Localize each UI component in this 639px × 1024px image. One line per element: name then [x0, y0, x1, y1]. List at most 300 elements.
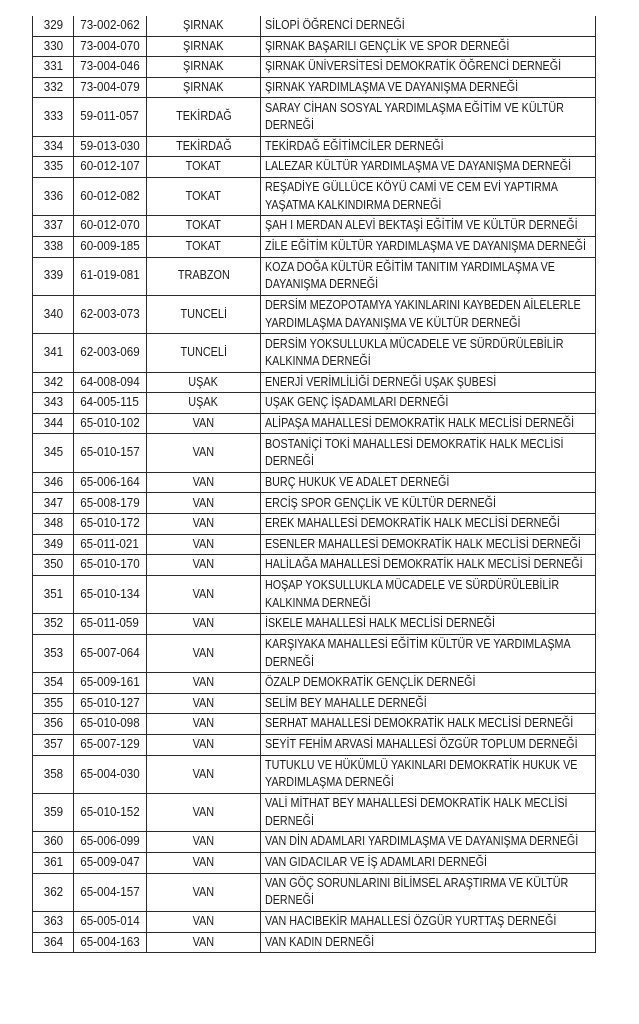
province-name: VAN: [192, 557, 215, 572]
province-name: TOKAT: [185, 238, 222, 253]
table-row: [32, 237, 596, 258]
registry-code-cell: [74, 874, 147, 911]
association-name: LALEZAR KÜLTÜR YARDIMLAŞMA VE DAYANIŞMA DERNEĞİ: [265, 159, 572, 174]
table-row: [32, 434, 596, 472]
registry-code: 60-012-107: [80, 159, 140, 174]
association-name-cell: [261, 137, 596, 157]
association-name-cell: [261, 555, 596, 575]
province-name: TOKAT: [185, 218, 222, 233]
table-row: [32, 576, 596, 614]
registry-code: 65-010-172: [80, 516, 140, 531]
registry-code: 61-019-081: [80, 268, 140, 283]
registry-code-cell: [74, 98, 147, 135]
row-number: 350: [43, 557, 63, 572]
association-name-cell: [261, 98, 596, 135]
table-row: [32, 137, 596, 158]
province-name: UŞAK: [188, 374, 219, 389]
province-name: VAN: [192, 766, 215, 781]
province-name: TUNCELİ: [180, 306, 227, 321]
table-row: [32, 912, 596, 933]
association-name-cell: [261, 493, 596, 513]
province-cell: [147, 258, 261, 295]
province-cell: [147, 57, 261, 77]
association-name: SEYİT FEHİM ARVASİ MAHALLESİ ÖZGÜR TOPLUM DERNEĞİ: [265, 737, 578, 752]
association-name-cell: [261, 535, 596, 555]
registry-code: 65-010-152: [80, 804, 140, 819]
association-name: TEKİRDAĞ EĞİTİMCİLER DERNEĞİ: [265, 138, 444, 153]
row-number-cell: [32, 57, 74, 77]
row-number-cell: [32, 535, 74, 555]
registry-code-cell: [74, 635, 147, 672]
association-name-cell: [261, 296, 596, 333]
province-cell: [147, 735, 261, 755]
province-cell: [147, 16, 261, 36]
province-cell: [147, 514, 261, 534]
table-row: [32, 157, 596, 178]
province-cell: [147, 393, 261, 413]
province-cell: [147, 555, 261, 575]
registry-code: 65-010-157: [80, 445, 140, 460]
row-number: 348: [43, 516, 63, 531]
association-name-cell: [261, 514, 596, 534]
association-name-cell: [261, 714, 596, 734]
registry-code-cell: [74, 57, 147, 77]
table-row: [32, 832, 596, 853]
province-name: VAN: [192, 737, 215, 752]
row-number-cell: [32, 216, 74, 236]
registry-code-cell: [74, 237, 147, 257]
registry-code: 65-009-161: [80, 675, 140, 690]
province-cell: [147, 216, 261, 236]
table-row: [32, 414, 596, 435]
registry-code: 73-004-079: [80, 79, 140, 94]
row-number-cell: [32, 832, 74, 852]
province-cell: [147, 614, 261, 634]
province-name: VAN: [192, 536, 215, 551]
association-name: DERSİM MEZOPOTAMYA YAKINLARINI KAYBEDEN AİLELERLE YARDIMLAŞMA DAYANIŞMA VE KÜLTÜR DERNEĞİ: [265, 298, 581, 330]
province-name: UŞAK: [188, 395, 219, 410]
association-name-cell: [261, 735, 596, 755]
association-name-cell: [261, 414, 596, 434]
association-name: ŞAH I MERDAN ALEVİ BEKTAŞİ EĞİTİM VE KÜLTÜR DERNEĞİ: [265, 218, 578, 233]
association-name: UŞAK GENÇ İŞADAMLARI DERNEĞİ: [265, 395, 449, 410]
registry-code: 59-011-057: [80, 109, 140, 124]
table-row: [32, 98, 596, 136]
row-number-cell: [32, 258, 74, 295]
registry-code-cell: [74, 334, 147, 371]
association-name: BOSTANİÇİ TOKİ MAHALLESİ DEMOKRATİK HALK MECLİSİ DERNEĞİ: [265, 436, 564, 469]
row-number: 351: [43, 586, 63, 601]
registry-code: 65-010-098: [80, 716, 140, 731]
table-row: [32, 756, 596, 794]
registry-code-cell: [74, 673, 147, 693]
province-name: VAN: [192, 495, 215, 510]
province-name: TUNCELİ: [180, 345, 227, 360]
row-number-cell: [32, 576, 74, 613]
row-number: 345: [43, 445, 63, 460]
province-cell: [147, 237, 261, 257]
table-row: [32, 514, 596, 535]
province-name: VAN: [192, 675, 215, 690]
association-name-cell: [261, 912, 596, 932]
province-name: VAN: [192, 834, 215, 849]
association-name: HOŞAP YOKSULLUKLA MÜCADELE VE SÜRDÜRÜLEBİLİR KALKINMA DERNEĞİ: [265, 578, 560, 610]
association-name: KARŞIYAKA MAHALLESİ EĞİTİM KÜLTÜR VE YARDIMLAŞMA DERNEĞİ: [265, 637, 571, 669]
row-number-cell: [32, 237, 74, 257]
table-row: [32, 493, 596, 514]
registry-code-cell: [74, 258, 147, 295]
province-name: VAN: [192, 914, 215, 928]
table-row: [32, 216, 596, 237]
row-number: 342: [43, 374, 63, 389]
association-name-cell: [261, 78, 596, 98]
association-name: EREK MAHALLESİ DEMOKRATİK HALK MECLİSİ DERNEĞİ: [265, 516, 560, 531]
row-number-cell: [32, 694, 74, 714]
row-number: 339: [43, 268, 63, 283]
province-name: TOKAT: [185, 188, 222, 203]
registry-code: 65-010-127: [80, 695, 140, 710]
table-row: [32, 694, 596, 715]
province-cell: [147, 576, 261, 613]
registry-code: 65-007-129: [80, 737, 140, 752]
registry-code: 64-008-094: [80, 374, 140, 389]
registry-code-cell: [74, 933, 147, 953]
association-name: ŞIRNAK YARDIMLAŞMA VE DAYANIŞMA DERNEĞİ: [265, 79, 519, 94]
row-number-cell: [32, 16, 74, 36]
row-number-cell: [32, 98, 74, 135]
province-cell: [147, 933, 261, 953]
association-name: SELİM BEY MAHALLE DERNEĞİ: [265, 695, 427, 710]
table-row: [32, 853, 596, 874]
row-number: 344: [43, 415, 63, 430]
association-name: SARAY CİHAN SOSYAL YARDIMLAŞMA EĞİTİM VE KÜLTÜR DERNEĞİ: [265, 100, 564, 133]
province-cell: [147, 714, 261, 734]
registry-code-cell: [74, 853, 147, 873]
province-cell: [147, 673, 261, 693]
registry-code-cell: [74, 832, 147, 852]
table-row: [32, 393, 596, 414]
association-name: DERSİM YOKSULLUKLA MÜCADELE VE SÜRDÜRÜLEBİLİR KALKINMA DERNEĞİ: [265, 336, 564, 368]
province-name: VAN: [192, 855, 215, 870]
row-number: 353: [43, 645, 63, 660]
row-number-cell: [32, 334, 74, 371]
association-name-cell: [261, 16, 596, 36]
province-cell: [147, 694, 261, 714]
registry-code-cell: [74, 216, 147, 236]
registry-code-cell: [74, 694, 147, 714]
table-row: [32, 874, 596, 912]
row-number: 362: [43, 884, 63, 899]
province-cell: [147, 434, 261, 471]
row-number: 347: [43, 495, 63, 510]
province-cell: [147, 912, 261, 932]
table-row: [32, 735, 596, 756]
association-name-cell: [261, 178, 596, 215]
row-number: 337: [43, 218, 63, 233]
registry-code-cell: [74, 535, 147, 555]
row-number: 333: [43, 109, 63, 124]
registry-code: 65-010-170: [80, 557, 140, 572]
registry-code-cell: [74, 78, 147, 98]
row-number: 335: [43, 159, 63, 174]
association-name: SİLOPİ ÖĞRENCİ DERNEĞİ: [265, 18, 405, 33]
registry-code-cell: [74, 912, 147, 932]
registry-code: 65-010-102: [80, 415, 140, 430]
table-row: [32, 334, 596, 372]
province-cell: [147, 493, 261, 513]
province-name: VAN: [192, 516, 215, 531]
row-number: 343: [43, 395, 63, 410]
row-number-cell: [32, 37, 74, 57]
association-name: ENERJİ VERİMLİLİĞİ DERNEĞİ UŞAK ŞUBESİ: [265, 374, 497, 389]
row-number-cell: [32, 794, 74, 831]
table-row: [32, 57, 596, 78]
row-number-cell: [32, 555, 74, 575]
row-number: 361: [43, 855, 63, 870]
province-name: VAN: [192, 474, 215, 489]
registry-code-cell: [74, 614, 147, 634]
association-name-cell: [261, 614, 596, 634]
table-row: [32, 78, 596, 99]
province-cell: [147, 832, 261, 852]
province-name: ŞIRNAK: [183, 18, 224, 33]
row-number-cell: [32, 493, 74, 513]
table-row: [32, 535, 596, 556]
row-number: 340: [43, 306, 63, 321]
row-number-cell: [32, 137, 74, 157]
province-cell: [147, 178, 261, 215]
province-name: VAN: [192, 716, 215, 731]
table-row: [32, 16, 596, 37]
province-cell: [147, 157, 261, 177]
registry-code-cell: [74, 514, 147, 534]
province-cell: [147, 473, 261, 493]
province-name: VAN: [192, 884, 215, 899]
association-name: ZİLE EĞİTİM KÜLTÜR YARDIMLAŞMA VE DAYANIŞMA DERNEĞİ: [265, 238, 586, 253]
province-cell: [147, 794, 261, 831]
province-cell: [147, 78, 261, 98]
registry-code: 62-003-073: [80, 306, 140, 321]
association-name-cell: [261, 216, 596, 236]
association-name: VAN GIDACILAR VE İŞ ADAMLARI DERNEĞİ: [265, 855, 488, 870]
province-cell: [147, 874, 261, 911]
registry-code-cell: [74, 373, 147, 393]
association-name: SERHAT MAHALLESİ DEMOKRATİK HALK MECLİSİ DERNEĞİ: [265, 716, 574, 731]
row-number-cell: [32, 735, 74, 755]
row-number: 338: [43, 238, 63, 253]
registry-code-cell: [74, 16, 147, 36]
association-name: TUTUKLU VE HÜKÜMLÜ YAKINLARI DEMOKRATİK HUKUK VE YARDIMLAŞMA DERNEĞİ: [265, 757, 578, 790]
registry-code: 65-004-163: [80, 934, 140, 949]
registry-code: 65-007-064: [80, 645, 140, 660]
association-name-cell: [261, 473, 596, 493]
association-name-cell: [261, 694, 596, 714]
registry-code: 73-004-070: [80, 38, 140, 53]
province-name: TEKİRDAĞ: [175, 109, 232, 124]
row-number-cell: [32, 473, 74, 493]
row-number: 358: [43, 766, 63, 781]
association-name-cell: [261, 933, 596, 953]
registry-code-cell: [74, 756, 147, 793]
association-name: İSKELE MAHALLESİ HALK MECLİSİ DERNEĞİ: [265, 616, 496, 631]
row-number-cell: [32, 912, 74, 932]
registry-code-cell: [74, 473, 147, 493]
table-row: [32, 714, 596, 735]
registry-code: 60-009-185: [80, 238, 140, 253]
row-number-cell: [32, 874, 74, 911]
province-name: ŞIRNAK: [183, 79, 224, 94]
association-name: ESENLER MAHALLESİ DEMOKRATİK HALK MECLİSİ DERNEĞİ: [265, 536, 581, 551]
province-name: VAN: [192, 586, 215, 601]
association-name: KOZA DOĞA KÜLTÜR EĞİTİM TANITIM YARDIMLAŞMA VE DAYANIŞMA DERNEĞİ: [265, 259, 555, 292]
province-name: VAN: [192, 616, 215, 631]
registry-code: 62-003-069: [80, 345, 140, 360]
row-number: 334: [43, 138, 63, 153]
association-name-cell: [261, 853, 596, 873]
registry-code-cell: [74, 576, 147, 613]
row-number: 359: [43, 804, 63, 819]
table-row: [32, 555, 596, 576]
registry-code: 65-010-134: [80, 586, 140, 601]
row-number: 336: [43, 188, 63, 203]
registry-code: 73-002-062: [80, 18, 140, 33]
province-name: VAN: [192, 645, 215, 660]
province-cell: [147, 635, 261, 672]
association-name-cell: [261, 434, 596, 471]
association-name: BURÇ HUKUK VE ADALET DERNEĞİ: [265, 474, 450, 489]
registry-code-cell: [74, 493, 147, 513]
association-name-cell: [261, 576, 596, 613]
table-row: [32, 296, 596, 334]
table-row: [32, 258, 596, 296]
registry-code-cell: [74, 137, 147, 157]
row-number-cell: [32, 614, 74, 634]
province-name: TRABZON: [177, 268, 230, 283]
province-cell: [147, 296, 261, 333]
row-number-cell: [32, 393, 74, 413]
province-name: TOKAT: [185, 159, 222, 174]
registry-code-cell: [74, 434, 147, 471]
registry-code: 65-009-047: [80, 855, 140, 870]
row-number: 330: [43, 38, 63, 53]
table-row: [32, 373, 596, 394]
association-name: HALİLAĞA MAHALLESİ DEMOKRATİK HALK MECLİSİ DERNEĞİ: [265, 557, 583, 572]
association-name: VALİ MİTHAT BEY MAHALLESİ DEMOKRATİK HALK MECLİSİ DERNEĞİ: [265, 796, 568, 828]
registry-code-cell: [74, 393, 147, 413]
registry-code-cell: [74, 714, 147, 734]
row-number: 341: [43, 345, 63, 360]
table-row: [32, 635, 596, 673]
province-cell: [147, 98, 261, 135]
registry-code-cell: [74, 735, 147, 755]
registry-code: 65-011-059: [80, 616, 140, 631]
province-name: ŞIRNAK: [183, 59, 224, 74]
row-number: 363: [43, 914, 63, 928]
registry-code: 65-011-021: [80, 536, 140, 551]
province-name: VAN: [192, 804, 215, 819]
registry-code-cell: [74, 794, 147, 831]
province-cell: [147, 535, 261, 555]
registry-code: 65-006-164: [80, 474, 140, 489]
province-name: TEKİRDAĞ: [175, 138, 232, 153]
association-name: ÖZALP DEMOKRATİK GENÇLİK DERNEĞİ: [265, 675, 476, 690]
registry-code-cell: [74, 178, 147, 215]
province-cell: [147, 756, 261, 793]
table-row: [32, 614, 596, 635]
association-name: REŞADİYE GÜLLÜCE KÖYÜ CAMİ VE CEM EVİ YAPTIRMA YAŞATMA KALKINDIRMA DERNEĞİ: [265, 180, 558, 212]
province-name: VAN: [192, 695, 215, 710]
registry-code: 65-004-030: [80, 766, 140, 781]
row-number: 354: [43, 675, 63, 690]
province-cell: [147, 137, 261, 157]
registry-code-cell: [74, 296, 147, 333]
row-number: 349: [43, 536, 63, 551]
row-number: 356: [43, 716, 63, 731]
association-name-cell: [261, 373, 596, 393]
registry-code: 65-008-179: [80, 495, 140, 510]
row-number-cell: [32, 933, 74, 953]
association-name: ŞIRNAK ÜNİVERSİTESİ DEMOKRATİK ÖĞRENCİ DERNEĞİ: [265, 59, 562, 74]
row-number-cell: [32, 714, 74, 734]
association-name: VAN HACIBEKİR MAHALLESİ ÖZGÜR YURTTAŞ DERNEĞİ: [265, 914, 557, 928]
registry-code: 60-012-070: [80, 218, 140, 233]
registry-code: 64-005-115: [80, 395, 140, 410]
association-name-cell: [261, 237, 596, 257]
row-number: 346: [43, 474, 63, 489]
association-name-cell: [261, 673, 596, 693]
association-name-cell: [261, 832, 596, 852]
province-cell: [147, 853, 261, 873]
registry-code-cell: [74, 414, 147, 434]
province-cell: [147, 37, 261, 57]
table-row: [32, 37, 596, 58]
row-number: 364: [43, 934, 63, 949]
table-row: [32, 178, 596, 216]
province-cell: [147, 334, 261, 371]
row-number-cell: [32, 635, 74, 672]
table-row: [32, 673, 596, 694]
row-number: 352: [43, 616, 63, 631]
row-number: 355: [43, 695, 63, 710]
row-number-cell: [32, 78, 74, 98]
association-name: VAN GÖÇ SORUNLARINI BİLİMSEL ARAŞTIRMA VE KÜLTÜR DERNEĞİ: [265, 875, 569, 908]
row-number-cell: [32, 296, 74, 333]
table-row: [32, 794, 596, 832]
registry-code: 59-013-030: [80, 138, 140, 153]
association-name-cell: [261, 57, 596, 77]
association-name-cell: [261, 794, 596, 831]
row-number-cell: [32, 157, 74, 177]
registry-code: 65-004-157: [80, 884, 140, 899]
registry-code-cell: [74, 555, 147, 575]
registry-code: 73-004-046: [80, 59, 140, 74]
association-name-cell: [261, 258, 596, 295]
row-number-cell: [32, 673, 74, 693]
row-number-cell: [32, 414, 74, 434]
table-row: [32, 933, 596, 954]
table-row: [32, 473, 596, 494]
province-name: ŞIRNAK: [183, 38, 224, 53]
registry-code: 60-012-082: [80, 188, 140, 203]
row-number-cell: [32, 514, 74, 534]
province-name: VAN: [192, 934, 215, 949]
association-name-cell: [261, 334, 596, 371]
association-name-cell: [261, 393, 596, 413]
registry-code-cell: [74, 37, 147, 57]
association-name: VAN DİN ADAMLARI YARDIMLAŞMA VE DAYANIŞMA DERNEĞİ: [265, 834, 579, 849]
row-number-cell: [32, 853, 74, 873]
association-name-cell: [261, 874, 596, 911]
